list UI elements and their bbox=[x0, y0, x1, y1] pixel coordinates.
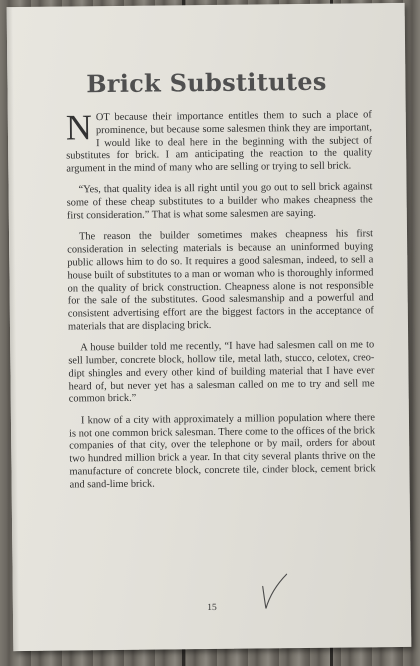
paragraph-5: I know of a city with approximately a million population where there is not one common brick salesman. There come to the offices of the brick companies of that city, over the telephone or by mail, orders for about two hundred million brick a year. In that city several plants thrive on the manufacture of concrete block, concrete tile, cinder block, cement brick and sand-lime brick. bbox=[69, 412, 376, 491]
article-body bbox=[66, 109, 376, 500]
book-page bbox=[7, 3, 412, 651]
paragraph-2: “Yes, that quality idea is all right until you go out to sell brick against some of these cheap substitutes to a builder who makes cheapness the first consideration.” That is what some salesmen are saying. bbox=[66, 181, 373, 222]
paragraph-1 bbox=[66, 109, 373, 176]
drop-cap: N bbox=[65, 107, 93, 148]
page-number: 15 bbox=[207, 602, 217, 614]
paragraph-1-text: OT because their importance entitles them to such a place of prominence, but because some salesmen think they are important, I would like to deal here in the beginning with the subject of substitutes for brick. I am anticipating the reaction to the quality argument in the mind of many who are selling or trying to sell brick. bbox=[66, 109, 373, 175]
paragraph-3: The reason the builder sometimes makes cheapness his first consideration in selecting materials is because an uninformed buying public allows him to do so. It requires a good salesman, indeed, to sell a house built of substitutes to a man or woman who is thoroughly informed on the quality of brick construction. Cheapness alone is not responsible for the sale of the substitutes. Good salesmanship and a powerful and consistent advertising effort are the biggest factors in the acceptance of materials that are displacing brick. bbox=[67, 228, 374, 333]
article-title: Brick Substitutes bbox=[86, 66, 327, 99]
paragraph-4: A house builder told me recently, “I have had salesmen call on me to sell lumber, concrete block, hollow tile, metal lath, stucco, celotex, creo-dipt shingles and every other kind of building material that I have ever heard of, but never yet has a salesman called on me to try and sell me common brick.” bbox=[68, 339, 375, 405]
